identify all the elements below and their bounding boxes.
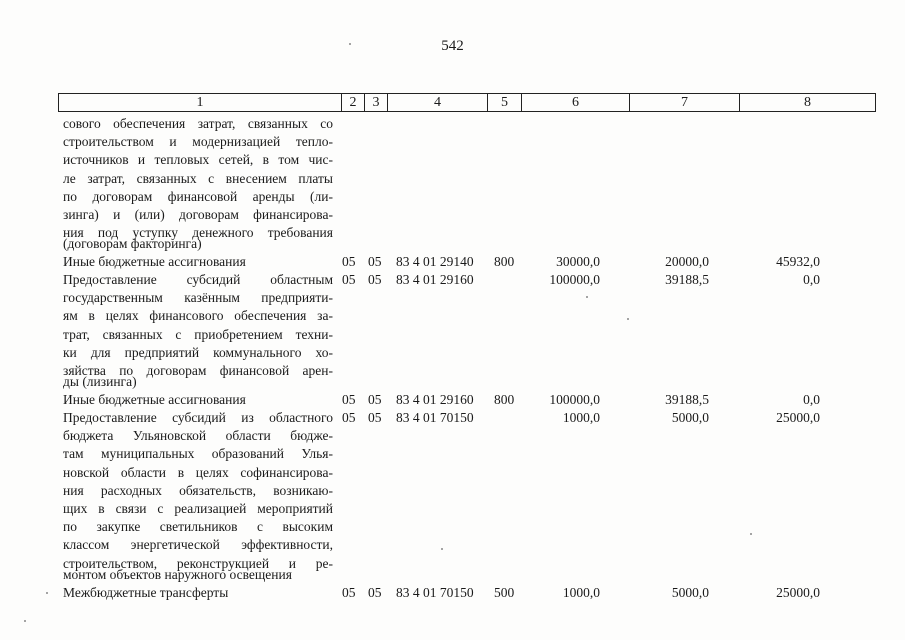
- cell-amount-8: 45932,0: [776, 254, 820, 269]
- description-line: Межбюджетные трансферты: [63, 585, 229, 600]
- row-description: [63, 409, 333, 573]
- description-line: по договорам финансовой аренды (ли-: [63, 188, 333, 204]
- cell-target-code: 83 4 01 29140: [396, 254, 474, 269]
- cell-amount-7: 39188,5: [665, 272, 709, 287]
- description-line: ния под уступку денежного требования: [63, 225, 333, 241]
- description-line: Предоставление субсидий из областного: [63, 410, 333, 425]
- header-col-8: 8: [739, 94, 875, 111]
- cell-subsection: 05: [368, 254, 382, 269]
- cell-amount-8: 25000,0: [776, 585, 820, 600]
- cell-section: 05: [342, 272, 356, 287]
- cell-target-code: 83 4 01 29160: [396, 392, 474, 407]
- row-description: [63, 566, 333, 584]
- description-line: ле затрат, связанных с внесением платы: [63, 170, 333, 186]
- cell-amount-6: 1000,0: [562, 410, 600, 425]
- cell-section: 05: [342, 392, 356, 407]
- scan-speck: [24, 620, 26, 622]
- row-description: [63, 235, 333, 253]
- description-line: строительством, реконструкцией и ре-: [63, 555, 333, 571]
- cell-amount-7: 5000,0: [671, 410, 709, 425]
- description-line: ды (лизинга): [63, 374, 137, 389]
- description-line: классом энергетической эффективности,: [63, 537, 333, 553]
- scan-speck: [46, 592, 48, 594]
- scan-speck: [627, 318, 629, 320]
- cell-amount-8: 0,0: [803, 392, 820, 407]
- cell-expense-type: 800: [494, 254, 515, 269]
- row-description: [63, 253, 333, 271]
- cell-section: 05: [342, 410, 356, 425]
- description-line: ям в целях финансового обеспечения за-: [63, 308, 333, 324]
- header-col-6: 6: [521, 94, 629, 111]
- cell-subsection: 05: [368, 272, 382, 287]
- cell-amount-7: 20000,0: [665, 254, 709, 269]
- description-line: там муниципальных образований Улья-: [63, 446, 333, 462]
- cell-amount-7: 5000,0: [671, 585, 709, 600]
- scan-speck: [750, 533, 752, 535]
- description-line: зяйства по договорам финансовой арен-: [63, 363, 333, 379]
- cell-amount-8: 0,0: [803, 272, 820, 287]
- header-col-7: 7: [629, 94, 739, 111]
- description-line: по закупке светильников с высоким: [63, 519, 333, 535]
- description-line: Иные бюджетные ассигнования: [63, 254, 246, 269]
- cell-amount-6: 30000,0: [556, 254, 600, 269]
- row-description: [63, 115, 333, 242]
- header-col-3: 3: [364, 94, 387, 111]
- description-line: сового обеспечения затрат, связанных со: [63, 116, 333, 131]
- description-line: щих в связи с реализацией мероприятий: [63, 501, 333, 517]
- description-line: зинга) и (или) договорам финансирова-: [63, 207, 333, 223]
- cell-subsection: 05: [368, 392, 382, 407]
- description-line: ки для предприятий коммунального хо-: [63, 344, 333, 360]
- header-col-1: 1: [196, 95, 204, 110]
- cell-target-code: 83 4 01 70150: [396, 585, 474, 600]
- header-col-2: 2: [341, 94, 364, 111]
- description-line: Предоставление субсидий областным: [63, 272, 333, 287]
- row-description: [63, 271, 333, 380]
- cell-amount-6: 100000,0: [549, 392, 600, 407]
- description-line: источников и тепловых сетей, в том чис-: [63, 152, 333, 168]
- cell-expense-type: 800: [494, 392, 515, 407]
- cell-target-code: 83 4 01 70150: [396, 410, 474, 425]
- description-line: трат, связанных с приобретением техни-: [63, 326, 333, 342]
- scan-speck: [441, 548, 443, 550]
- header-col-4: 4: [387, 94, 487, 111]
- cell-amount-6: 100000,0: [549, 272, 600, 287]
- cell-subsection: 05: [368, 410, 382, 425]
- description-line: бюджета Ульяновской области бюдже-: [63, 428, 333, 444]
- description-line: новской области в целях софинансирова-: [63, 464, 333, 480]
- row-description: [63, 584, 333, 602]
- cell-section: 05: [342, 254, 356, 269]
- description-line: монтом объектов наружного освещения: [63, 567, 292, 582]
- cell-amount-7: 39188,5: [665, 392, 709, 407]
- cell-amount-6: 1000,0: [562, 585, 600, 600]
- cell-target-code: 83 4 01 29160: [396, 272, 474, 287]
- cell-section: 05: [342, 585, 356, 600]
- description-line: строительством и модернизацией тепло-: [63, 134, 333, 150]
- cell-amount-8: 25000,0: [776, 410, 820, 425]
- description-line: (договорам факторинга): [63, 236, 202, 251]
- cell-expense-type: 500: [494, 585, 515, 600]
- row-description: [63, 373, 333, 391]
- scan-speck: [586, 296, 588, 298]
- cell-subsection: 05: [368, 585, 382, 600]
- description-line: Иные бюджетные ассигнования: [63, 392, 246, 407]
- row-description: [63, 391, 333, 409]
- scan-speck: [349, 43, 351, 45]
- description-line: ния расходных обязательств, возникаю-: [63, 482, 333, 498]
- description-line: государственным казённым предприяти-: [63, 290, 333, 306]
- header-col-5: 5: [487, 94, 521, 111]
- page-number: 542: [441, 38, 464, 54]
- table-header: [58, 93, 876, 112]
